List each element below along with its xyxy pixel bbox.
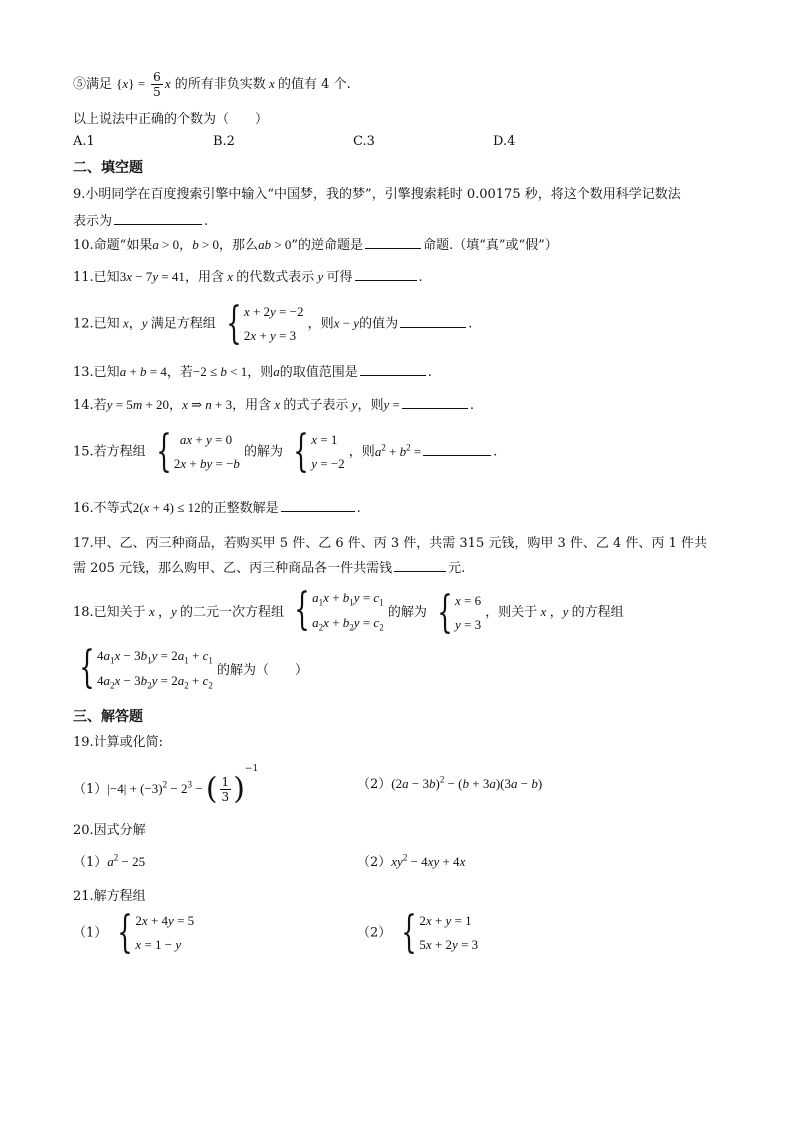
equation-system: { x + 2y = −2 2x + y = 3 bbox=[226, 298, 304, 349]
q11: 11.已知3x − 7y = 41，用含 x 的代数式表示 y 可得 . bbox=[73, 269, 423, 285]
fraction-6-5: $\frac{6}{5}$ bbox=[153, 70, 161, 99]
answer-blank bbox=[365, 236, 421, 249]
q14: 14.若y = 5m + 20，x ⇒ n + 3，用含 x 的式子表示 y，则y = . bbox=[73, 397, 474, 413]
section-fill-blank-heading: 二、填空题 bbox=[73, 160, 143, 176]
solution-system: { x = 1 y = −2 bbox=[293, 426, 345, 477]
answer-blank bbox=[402, 396, 468, 409]
q12: 12.已知 x，y 满足方程组 { x + 2y = −2 2x + y = 3 ，则x − y的值为 . bbox=[73, 298, 473, 349]
equation-system: { $a_1x + b_1y = c_1$ $a_2x + b_2y = c_2$ bbox=[294, 584, 384, 635]
answer-blank bbox=[281, 499, 355, 512]
q21-title: 21.解方程组 bbox=[73, 889, 146, 904]
equation-system: { $4a_1x - 3b_1y = 2a_1 + c_1$ $4a_2x - 3b_2y = 2a_2 + c_2$ bbox=[79, 642, 213, 693]
q9-line2: 表示为 . bbox=[73, 214, 209, 229]
q17-line1: 17.甲、乙、丙三种商品，若购买甲 5 件、乙 6 件、丙 3 件，共需 315 元钱，购甲 3 件、乙 4 件、丙 1 件共 bbox=[73, 536, 707, 551]
option-c: C.3 bbox=[353, 134, 375, 149]
q16: 16.不等式2(x + 4) ≤ 12的正整数解是 . bbox=[73, 500, 361, 516]
option-d: D.4 bbox=[493, 134, 516, 149]
q21-part1: （1） { 2x + 4y = 5 x = 1 − y bbox=[73, 907, 195, 958]
equation-system: { 2x + y = 1 5x + 2y = 3 bbox=[401, 907, 479, 958]
q19-part2: $(2)(2a - 3b)^2 - (b + 3a)(3a - b)$ bbox=[357, 774, 543, 792]
q8-stem: 以上说法中正确的个数为（ ） bbox=[73, 112, 269, 127]
q18-line2: { $4a_1x - 3b_1y = 2a_1 + c_1$ $4a_2x - 3b_2y = 2a_2 + c_2$ 的解为（ ） bbox=[73, 646, 308, 695]
equation-system: { ax + y = 0 2x + by = −b bbox=[156, 426, 240, 477]
equation-system: { 2x + 4y = 5 x = 1 − y bbox=[117, 907, 195, 958]
option-a: A.1 bbox=[73, 134, 95, 149]
answer-blank bbox=[394, 559, 446, 572]
answer-blank bbox=[400, 315, 466, 328]
solution-system: { x = 6 y = 3 bbox=[437, 586, 482, 638]
q8-item5: ⑤满足 {x} = $\frac{6}{5}$ x 的所有非负实数 x 的值有 4 个. bbox=[73, 70, 351, 99]
q17-line2: 需 205 元钱，那么购甲、乙、丙三种商品各一件共需钱 元. bbox=[73, 561, 466, 576]
q21-part2: （2） { 2x + y = 1 5x + 2y = 3 bbox=[357, 907, 479, 958]
q10: 10.命题“如果a > 0，b > 0，那么ab > 0”的逆命题是 命题.（填“真”或“假”） bbox=[73, 237, 558, 253]
q20-part1: $(1)a^2 - 25$ bbox=[73, 852, 146, 870]
option-b: B.2 bbox=[213, 134, 235, 149]
answer-blank bbox=[355, 268, 417, 281]
q20-title: 20.因式分解 bbox=[73, 823, 146, 838]
answer-blank bbox=[423, 443, 491, 456]
q9-line1: 9.小明同学在百度搜索引擎中输入“中国梦，我的梦”，引擎搜索耗时 0.00175 秒，将这个数用科学记数法 bbox=[73, 187, 681, 202]
q19-part1: $(1)|-4| + (-3)^2 - 2^3$ − ( $\frac{1}{3}$ )$^{-1}$ bbox=[73, 764, 259, 807]
section-answer-heading: 三、解答题 bbox=[73, 709, 143, 725]
q8-options bbox=[73, 134, 723, 150]
q13: 13.已知a + b = 4，若−2 ≤ b < 1，则a的取值范围是 . bbox=[73, 364, 432, 380]
q18-line1: 18.已知关于 x ，y 的二元一次方程组 { $a_1x + b_1y = c_1$ $a_2x + b_2y = c_2$ 的解为 { x = 6 y = 3 ，则关于 x ，y 的方程组 bbox=[73, 584, 624, 638]
answer-blank bbox=[114, 212, 202, 225]
answer-blank bbox=[360, 363, 426, 376]
q8-item5-prefix: ⑤满足 bbox=[73, 77, 113, 92]
q15: 15.若方程组 { ax + y = 0 2x + by = −b 的解为 { x = 1 y = −2 ，则$a^2 + b^2$ = . bbox=[73, 426, 498, 477]
q19-title: 19.计算或化简: bbox=[73, 735, 164, 750]
q20-part2: $(2)xy^2 - 4xy + 4x$ bbox=[357, 852, 466, 870]
